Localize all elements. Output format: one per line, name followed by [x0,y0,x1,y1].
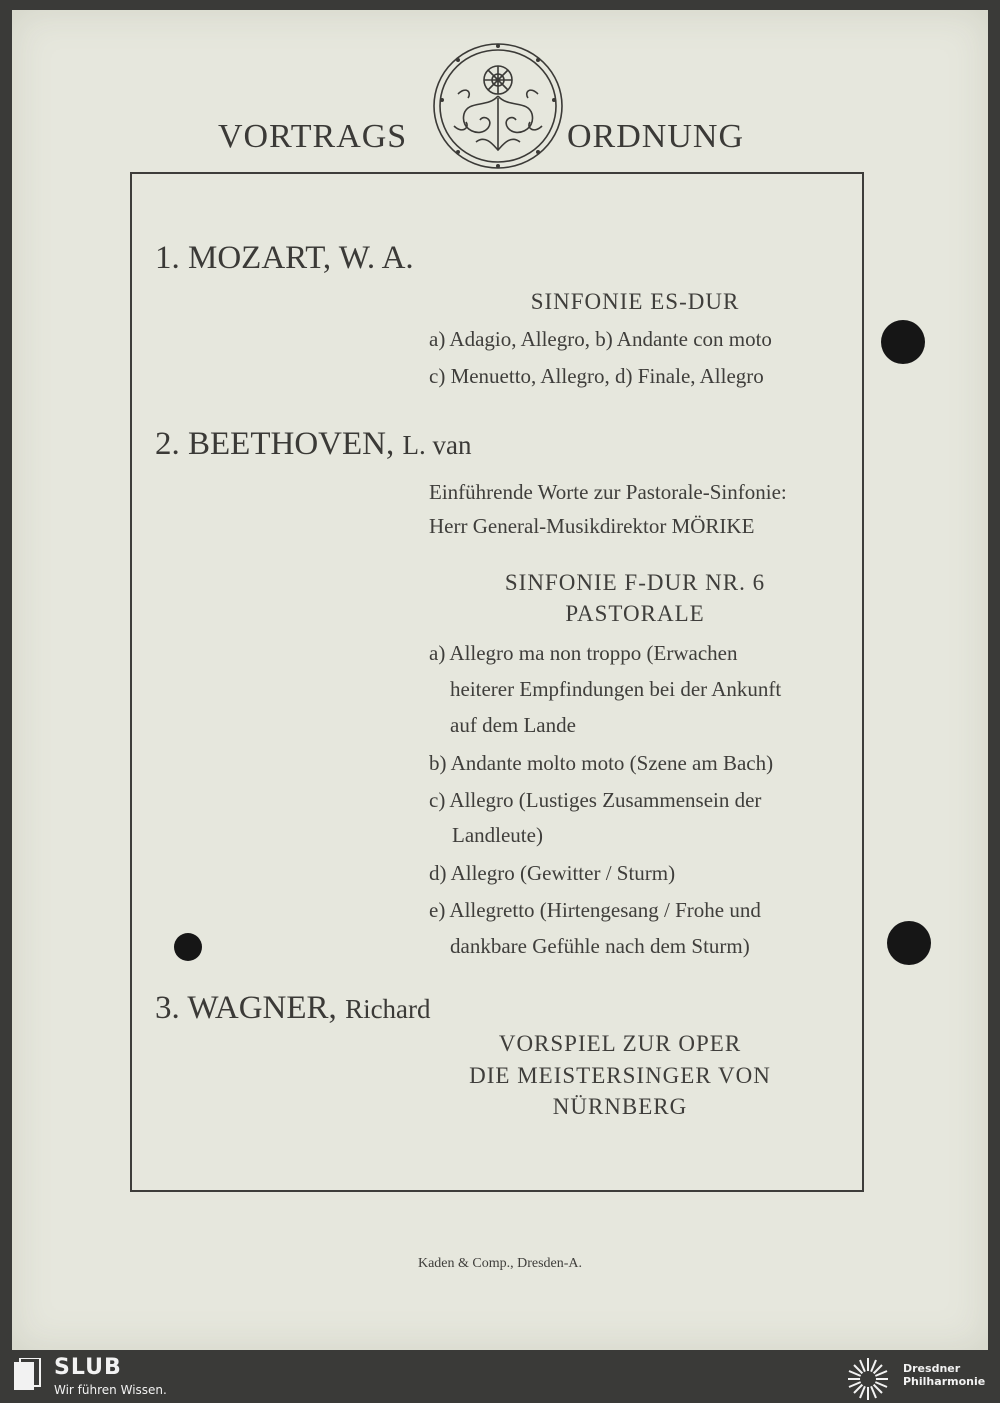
item-number: 3. [155,990,180,1026]
movement-line: Landleute) [452,823,543,847]
ornament-emblem-icon [428,38,568,174]
item-number: 1. [155,240,180,276]
composer-beethoven [155,426,471,463]
movements-line: a) Adagio, Allegro, b) Andante con moto [429,327,772,351]
movement-line: b) Andante molto moto (Szene am Bach) [429,751,774,775]
composer-name: BEETHOVEN, [188,426,395,462]
punch-hole-right-top [881,320,925,364]
composer-name: WAGNER, [187,990,337,1026]
movement-line: dankbare Gefühle nach dem Sturm) [450,934,750,958]
composer-mozart [155,240,414,277]
composer-first-name: Richard [345,994,431,1024]
movement-line: heiterer Empfindungen bei der Ankunft [450,677,782,701]
printer-imprint: Kaden & Comp., Dresden-A. [417,1256,583,1271]
punch-hole-right-bottom [887,921,931,965]
movements-line: c) Menuetto, Allegro, d) Finale, Allegro [429,364,764,388]
intro-line: Einführende Worte zur Pastorale-Sinfonie: [429,480,787,504]
library-name: SLUB [54,1355,122,1380]
movement-line: e) Allegretto (Hirtengesang / Frohe und [429,898,761,922]
partner-name-line1: Dresdner [903,1362,961,1375]
movement-line: d) Allegro (Gewitter / Sturm) [429,861,676,885]
work-title-wagner: NÜRNBERG [552,1094,688,1119]
heading-right: ORDNUNG [567,118,744,155]
partner-name [903,1362,985,1388]
work-title-beethoven: SINFONIE F-DUR NR. 6 [504,570,766,595]
heading-left: VORTRAGS [218,118,408,155]
intro-line: Herr General-Musikdirektor MÖRIKE [429,514,755,538]
slub-logo-icon [12,1358,42,1394]
movement-line: auf dem Lande [450,713,576,737]
work-title-wagner: DIE MEISTERSINGER VON [469,1063,771,1088]
work-title-mozart: SINFONIE ES-DUR [530,289,740,314]
item-number: 2. [155,426,180,462]
composer-first-name: L. van [402,430,472,460]
library-tagline: Wir führen Wissen. [54,1383,167,1397]
composer-wagner [155,990,431,1027]
composer-name: MOZART, W. A. [188,240,414,276]
work-title-wagner: VORSPIEL ZUR OPER [498,1031,742,1056]
partner-name-line2: Philharmonie [903,1375,986,1388]
movement-line: c) Allegro (Lustiges Zusammensein der [429,788,762,812]
footer-bar [0,1352,1000,1403]
movement-line: a) Allegro ma non troppo (Erwachen [429,641,738,665]
work-subtitle-beethoven: PASTORALE [565,601,705,626]
philharmonie-logo-icon [842,1356,894,1402]
